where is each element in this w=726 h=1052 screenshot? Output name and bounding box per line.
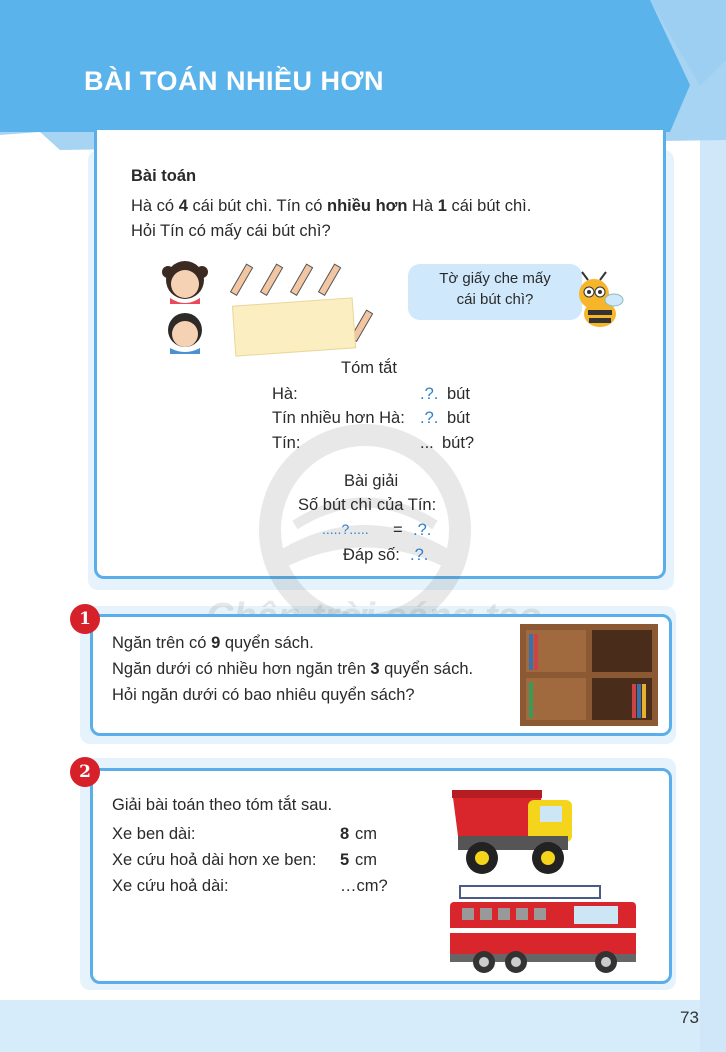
exercise2-row3-value: …cm? bbox=[340, 877, 388, 895]
fire-truck-illustration bbox=[446, 884, 646, 976]
problem-statement-line1: Hà có 4 cái bút chì. Tín có nhiều hơn Hà 1 cái bút chì. bbox=[131, 197, 532, 215]
page-title: BÀI TOÁN NHIỀU HƠN bbox=[84, 66, 385, 96]
bubble-line2: cái bút chì? bbox=[456, 291, 534, 308]
bookshelf-illustration bbox=[520, 624, 658, 726]
summary-title: Tóm tắt bbox=[341, 359, 397, 377]
exercise2-row1-label: Xe ben dài: bbox=[112, 825, 196, 843]
summary-row3-value: ... bbox=[420, 434, 434, 452]
summary-row1-label: Hà: bbox=[272, 385, 298, 403]
exercise2-row2-value: 5 bbox=[340, 851, 350, 869]
solution-title: Bài giải bbox=[344, 472, 399, 490]
children-illustration bbox=[160, 258, 210, 354]
solution-answer-value: .?. bbox=[410, 546, 429, 564]
solution-expr-left: .....?..... bbox=[322, 521, 369, 537]
solution-expr-eq: = bbox=[393, 521, 403, 539]
bubble-line1: Tờ giấy che mấy bbox=[439, 270, 551, 287]
exercise2-row2-unit: cm bbox=[355, 851, 377, 869]
summary-row2-unit: bút bbox=[447, 409, 470, 427]
exercise1-number-badge: 1 bbox=[70, 604, 100, 634]
summary-row1-value: .?. bbox=[420, 385, 439, 403]
exercise1-line2: Ngăn dưới có nhiều hơn ngăn trên 3 quyển sách. bbox=[112, 660, 474, 678]
exercise1-line3: Hỏi ngăn dưới có bao nhiêu quyển sách? bbox=[112, 686, 415, 704]
summary-row2-label: Tín nhiều hơn Hà: bbox=[272, 409, 405, 427]
solution-line1: Số bút chì của Tín: bbox=[298, 496, 437, 514]
bee-icon bbox=[570, 270, 626, 332]
exercise2-row1-value: 8 bbox=[340, 825, 350, 843]
exercise2-row2-label: Xe cứu hoả dài hơn xe ben: bbox=[112, 851, 317, 869]
exercise2-intro: Giải bài toán theo tóm tắt sau. bbox=[112, 796, 333, 814]
solution-expr-right: .?. bbox=[413, 521, 432, 539]
exercise2-row1-unit: cm bbox=[355, 825, 377, 843]
exercise2-number-badge: 2 bbox=[70, 757, 100, 787]
summary-row3-unit: bút? bbox=[442, 434, 475, 452]
exercise1-line1: Ngăn trên có 9 quyển sách. bbox=[112, 634, 314, 652]
exercise2-row3-label: Xe cứu hoả dài: bbox=[112, 877, 229, 895]
watermark-logo bbox=[200, 420, 530, 620]
solution-answer-label: Đáp số: bbox=[343, 546, 400, 564]
problem-statement-line2: Hỏi Tín có mấy cái bút chì? bbox=[131, 222, 331, 240]
page-number: 73 bbox=[680, 1008, 699, 1027]
summary-row1-unit: bút bbox=[447, 385, 470, 403]
summary-row2-value: .?. bbox=[420, 409, 439, 427]
summary-row3-label: Tín: bbox=[272, 434, 301, 452]
problem-heading: Bài toán bbox=[131, 167, 197, 185]
pencils-illustration bbox=[222, 258, 382, 358]
dump-truck-illustration bbox=[448, 786, 578, 876]
